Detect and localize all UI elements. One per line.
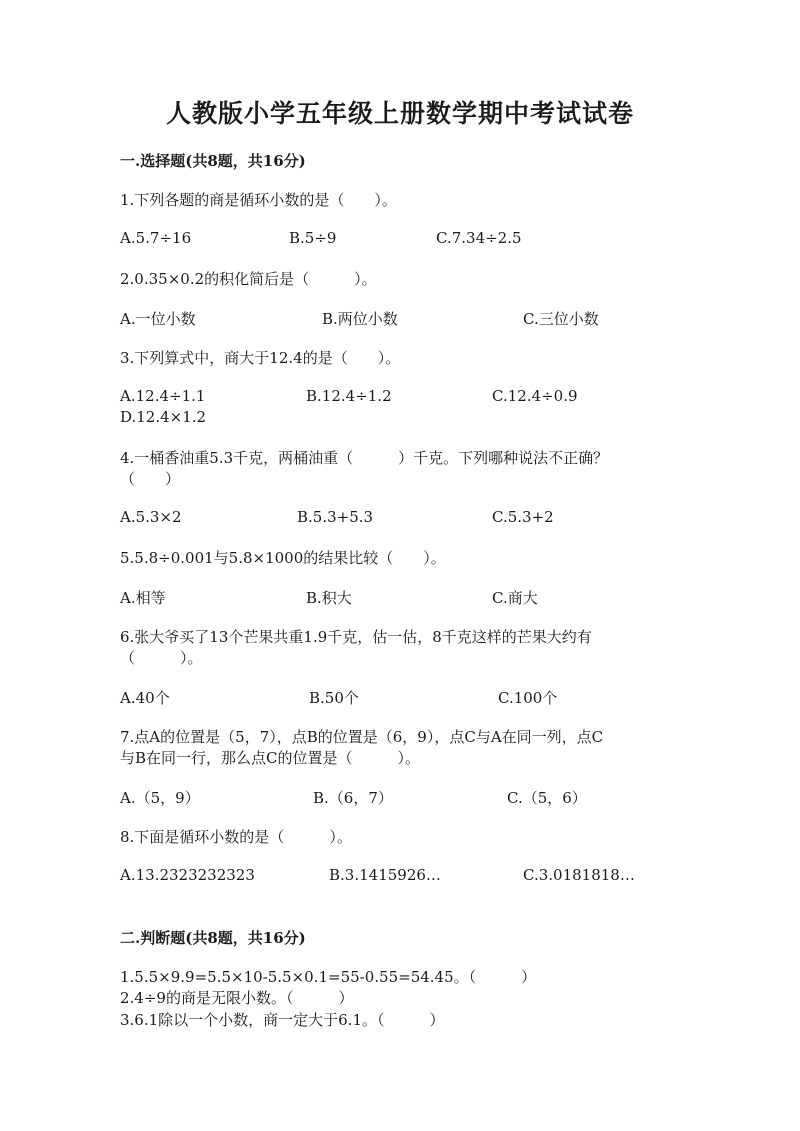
question-4-stem-cont: （ ） bbox=[120, 470, 181, 488]
section-1-heading: 一.选择题(共8题，共16分) bbox=[120, 152, 306, 170]
question-7-stem: 7.点A的位置是（5，7），点B的位置是（6，9），点C与A在同一列，点C bbox=[120, 728, 604, 746]
question-5-option-b: B.积大 bbox=[306, 589, 352, 607]
question-7-option-b: B.（6，7） bbox=[313, 789, 393, 807]
question-8-stem: 8.下面是循环小数的是（ ）。 bbox=[120, 828, 352, 846]
question-4-option-b: B.5.3+5.3 bbox=[297, 508, 374, 526]
question-3-stem: 3.下列算式中，商大于12.4的是（ ）。 bbox=[120, 349, 401, 367]
question-7-stem-cont: 与B在同一行，那么点C的位置是（ ）。 bbox=[120, 749, 421, 767]
question-3-option-b: B.12.4÷1.2 bbox=[306, 387, 392, 405]
question-6-option-b: B.50个 bbox=[309, 689, 359, 707]
question-4-stem: 4.一桶香油重5.3千克，两桶油重（ ）千克。下列哪种说法不正确？ bbox=[120, 449, 609, 467]
question-8-option-b: B.3.1415926… bbox=[329, 866, 441, 884]
section-2-heading: 二.判断题(共8题，共16分) bbox=[120, 929, 306, 947]
question-3-option-c: C.12.4÷0.9 bbox=[492, 387, 578, 405]
question-2-option-a: A.一位小数 bbox=[120, 310, 196, 328]
exam-title: 人教版小学五年级上册数学期中考试试卷 bbox=[165, 99, 634, 128]
question-1-option-b: B.5÷9 bbox=[289, 229, 337, 247]
question-7-option-c: C.（5，6） bbox=[507, 789, 587, 807]
question-6-stem-cont: （ ）。 bbox=[120, 649, 203, 667]
question-4-option-c: C.5.3+2 bbox=[492, 508, 554, 526]
question-3-option-d: D.12.4×1.2 bbox=[120, 408, 207, 426]
question-8-option-c: C.3.0181818… bbox=[523, 866, 635, 884]
question-8-option-a: A.13.2323232323 bbox=[120, 866, 255, 884]
question-3-option-a: A.12.4÷1.1 bbox=[120, 387, 206, 405]
question-1-option-a: A.5.7÷16 bbox=[120, 229, 192, 247]
question-6-option-a: A.40个 bbox=[120, 689, 170, 707]
question-5-option-c: C.商大 bbox=[492, 589, 538, 607]
question-1-stem: 1.下列各题的商是循环小数的是（ ）。 bbox=[120, 191, 397, 209]
question-1-option-c: C.7.34÷2.5 bbox=[436, 229, 522, 247]
question-5-stem: 5.5.8÷0.001与5.8×1000的结果比较（ ）。 bbox=[120, 549, 446, 567]
question-6-option-c: C.100个 bbox=[498, 689, 558, 707]
question-7-option-a: A.（5，9） bbox=[120, 789, 200, 807]
judgement-3: 3.6.1除以一个小数，商一定大于6.1。（ ） bbox=[120, 1011, 445, 1029]
question-2-option-b: B.两位小数 bbox=[322, 310, 398, 328]
judgement-2: 2.4÷9的商是无限小数。（ ） bbox=[120, 989, 354, 1007]
question-2-option-c: C.三位小数 bbox=[523, 310, 599, 328]
question-2-stem: 2.0.35×0.2的积化简后是（ ）。 bbox=[120, 270, 377, 288]
question-4-option-a: A.5.3×2 bbox=[120, 508, 182, 526]
judgement-1: 1.5.5×9.9=5.5×10-5.5×0.1=55-0.55=54.45。（ ） bbox=[120, 968, 537, 986]
question-5-option-a: A.相等 bbox=[120, 589, 166, 607]
question-6-stem: 6.张大爷买了13个芒果共重1.9千克，估一估，8千克这样的芒果大约有 bbox=[120, 628, 592, 646]
